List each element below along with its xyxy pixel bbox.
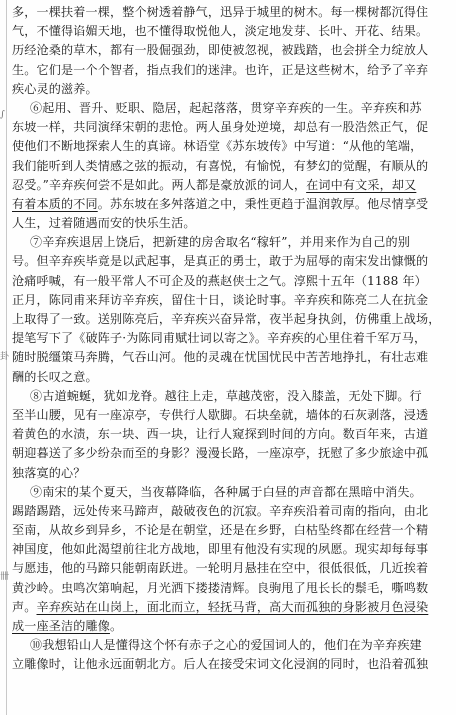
text-line (12, 502, 448, 521)
text-line (12, 444, 448, 463)
text-line (12, 406, 448, 425)
text-line (12, 559, 448, 578)
line-text: 生。它们是一个个智者，指点我们的迷津。也许，正是这些树木，给予了辛弃 (12, 62, 429, 77)
text-line (12, 41, 448, 60)
text-line (12, 137, 448, 156)
text-line (12, 214, 448, 233)
text-line (12, 655, 448, 674)
text-line (12, 99, 448, 118)
text-line (12, 80, 448, 99)
line-text: 多，一棵扶着一棵，整个树透着静气，迅异于城里的树木。每一棵树都沉得住 (12, 5, 429, 19)
line-text: ⑧古道蜿蜒，犹如龙脊。越往上走，草越茂密，没入膝盖，无处下脚。行 (30, 388, 422, 403)
line-text: 。 (109, 619, 123, 633)
line-text: 沧痛呼喊，有一般平常人不可企及的燕赵侠士之气。淳熙十五年（1188 年） (12, 273, 427, 288)
line-text: 提笔写下了《破阵子·为陈同甫赋壮词以寄之》。辛弃疾的心里住着千军万马， (12, 331, 427, 346)
text-line (12, 195, 448, 214)
line-text: 与愿违，他的马蹄只能朝南跃进。一轮明月悬挂在空中，很低很低，几近挨着 (12, 561, 429, 576)
text-line (12, 233, 448, 252)
text-line (12, 176, 448, 195)
text-line (12, 464, 448, 483)
line-text: 至半山腰，见有一座凉亭，专供行人歇脚。石块垒就，墙体的石灰剥落，浸透 (12, 407, 429, 422)
line-text: ⑥起用、晋升、贬职、隐居，起起落落，贯穿辛弃疾的一生。辛弃疾和苏 (30, 100, 422, 115)
text-line (12, 521, 448, 540)
line-text: 酬的长叹之意。 (12, 369, 98, 384)
line-text: 。苏东坡在多舛落道之中，秉性更趋于温润敦厚。他尽情享受 (97, 196, 429, 211)
text-line (12, 272, 448, 291)
underlined-phrase: 辛弃疾站在山岗上，面北而立，轻抚马背，高大而孤独的身影被月色浸染 (36, 599, 429, 614)
line-text: 正月，陈同甫来拜访辛弃疾，留住十日，谈论时事。辛弃疾和陈亮二人在抗金 (12, 292, 429, 307)
margin-mark: 卌 (0, 572, 10, 582)
underlined-phrase: 有着本质的不同 (12, 196, 98, 211)
line-text: 气，不懂得谄媚天地，也不懂得取悦他人，淡定地发芽、长叶、开花、结果。 (12, 24, 429, 39)
line-text: 朝迎暮送了多少纷杂而至的身影？漫漫长路，一座凉亭，抚慰了多少旅途中孤 (12, 446, 429, 461)
text-line (12, 540, 448, 559)
line-text: 忍受。”辛弃疾何尝不是如此。两人都是豪放派的词人， (12, 177, 307, 192)
text-line (12, 329, 448, 348)
text-line (12, 368, 448, 387)
line-text: 历经沧桑的草木，都有一股倔强劲，即使被忽视，被践踏，也会拼全力绽放人 (12, 43, 429, 58)
line-text: 使他们不断地探索人生的真谛。林语堂《苏东坡传》中写道：“从他的笔端， (12, 139, 423, 154)
text-line (12, 387, 448, 406)
text-line (12, 483, 448, 502)
text-line (12, 157, 448, 176)
line-text: 黄沙岭。虫鸣次第响起，月光洒下搂搂清辉。良驹甩了甩长长的鬃毛，嘶鸣数 (12, 580, 429, 595)
text-line (12, 252, 448, 271)
line-text: 着黄色的水渍，东一块、西一块，让行人窥探到时间的方向。数百年来，古道 (12, 427, 429, 442)
text-line (12, 61, 448, 80)
line-text: 独落寞的心？ (12, 465, 86, 480)
text-line (12, 348, 448, 367)
line-text: 我们能听到人类情感之弦的振动，有喜悦，有愉悦，有梦幻的觉醒，有顺从的 (12, 158, 429, 173)
text-line (12, 579, 448, 598)
line-text: ⑦辛弃疾退居上饶后，把新建的房舍取名“稼轩”，并用来作为自己的别 (30, 235, 410, 250)
line-text: ⑨南宋的某个夏天，当夜幕降临，各种属于白昼的声音都在黑暗中消失。 (30, 484, 422, 499)
margin-mark: ∫ (0, 110, 5, 120)
line-text: 至南，从故乡到异乡，不论是在朝堂，还是在乡野，白枯坠终都在经营一个精 (12, 523, 429, 538)
text-line (12, 291, 448, 310)
text-line (12, 310, 448, 329)
essay-text (12, 3, 448, 675)
text-line (12, 118, 448, 137)
line-text: 东坡一样，共同演绎宋朝的悲怆。两人虽身处逆境，却总有一股浩然正气，促 (12, 120, 429, 135)
line-text: 神国度，他如此渴望前往北方战地，即里有他没有实现的夙愿。现实却每每事 (12, 542, 429, 557)
line-text: 踢踏踢踏，远处传来马蹄声，敲破夜色的沉寂。辛弃疾沿着司南的指向，由北 (12, 503, 429, 518)
underlined-phrase: 在词中有文采，却又 (306, 177, 417, 192)
text-line (12, 22, 448, 41)
text-line (12, 598, 448, 617)
text-line (12, 636, 448, 655)
line-text: 号。但辛弃疾毕竟是以武起事，是真正的勇士，敢于为屈辱的南宋发出慷慨的 (12, 254, 429, 269)
text-line (12, 617, 448, 636)
line-text: 声。 (12, 599, 37, 614)
line-text: 人生，过着随遇而安的快乐生活。 (12, 216, 196, 231)
text-line (12, 425, 448, 444)
line-text: 上取得了一致。送别陈亮后，辛弃疾兴奋异常，夜半起身执剑，仿佛重上战场， (12, 312, 441, 326)
line-text: 随时脱缰策马奔腾，气吞山河。他的灵魂在忧国忧民中苦苦地挣扎，有壮志难 (12, 350, 429, 365)
text-line (12, 3, 448, 22)
line-text: ⑩我想铅山人是懂得这个怀有赤子之心的爱国词人的，他们在为辛弃疾建 (30, 638, 422, 653)
underlined-phrase: 成一座圣洁的雕像 (12, 619, 110, 633)
line-text: 疾心灵的滋养。 (12, 81, 98, 96)
margin-mark: 卦 (0, 352, 10, 362)
line-text: 立雕像时，让他永远面朝北方。后人在接受宋词文化浸润的同时，也沿着孤独 (12, 657, 429, 672)
